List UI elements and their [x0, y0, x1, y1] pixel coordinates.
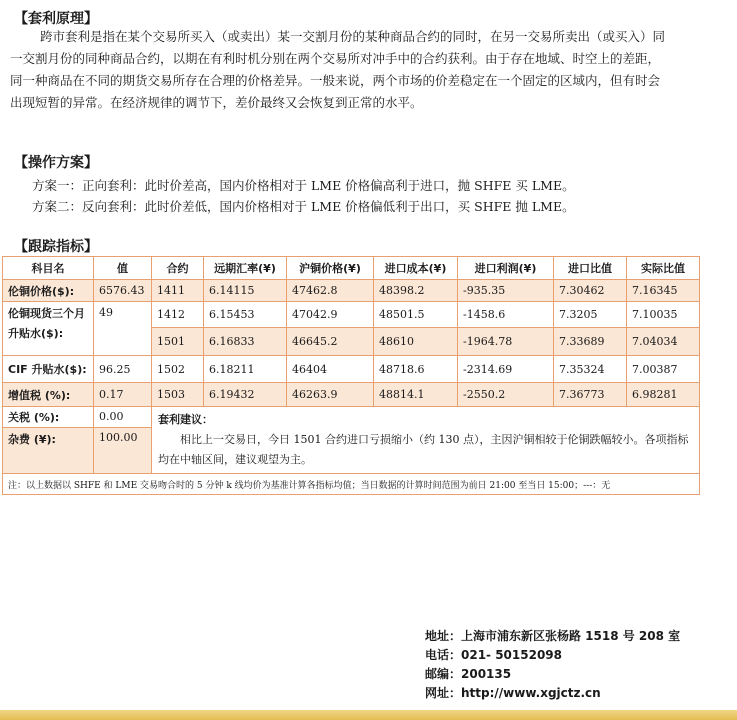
advice-text: 相比上一交易日，今日 1501 合约进口亏损缩小（约 130 点），主因沪铜相较于伦铜跌幅较小。各项指标均在中轴区间，建议观望为主。 [158, 433, 689, 466]
row-contract: 1501 [152, 328, 204, 356]
row-fx: 6.19432 [204, 383, 287, 407]
row-fx: 6.15453 [204, 302, 287, 328]
row-shfe-price: 46404 [287, 356, 374, 383]
row-import-cost: 48718.6 [374, 356, 458, 383]
row-import-profit: -1964.78 [458, 328, 554, 356]
contact-phone: 电话：021- 50152098 [425, 648, 563, 662]
misc-fee-label: 杂费 (¥): [3, 427, 94, 473]
row-import-ratio: 7.36773 [554, 383, 627, 407]
row-fx: 6.16833 [204, 328, 287, 356]
row-shfe-price: 46263.9 [287, 383, 374, 407]
arbitrage-principle-text: 跨市套利是指在某个交易所买入（或卖出）某一交割月份的某种商品合约的同时，在另一交易所卖出（或买入）同一交割月份的同种商品合约，以期在有利时机分别在两个交易所对冲手中的合约获利。由于存在地域、时空上的差距，同一种商品在不同的期货交易所存在合理的价格差异。一般来说，两个市场的价差稳定在一个固定的区域内，但有时会出现短暂的异常。在经济规律的调节下，差价最终又会恢复到正常的水平。 [10, 29, 666, 110]
row-contract: 1412 [152, 302, 204, 328]
row-label: 增值税 (%): [3, 383, 94, 407]
row-actual-ratio: 7.10035 [627, 302, 700, 328]
row-actual-ratio: 7.00387 [627, 356, 700, 383]
header-cell: 进口比值 [554, 257, 627, 280]
table-header-row [3, 257, 700, 280]
misc-fee-value: 100.00 [94, 427, 152, 473]
row-contract: 1503 [152, 383, 204, 407]
row-shfe-price: 47042.9 [287, 302, 374, 328]
header-cell: 进口成本(¥) [374, 257, 458, 280]
row-import-profit: -935.35 [458, 280, 554, 302]
row-shfe-price: 47462.8 [287, 280, 374, 302]
table-row [3, 302, 700, 328]
section-title-operation-plan: 【操作方案】 [14, 155, 98, 171]
contact-website: 网址：http://www.xgjctz.cn [425, 686, 601, 700]
tracking-indicators-table [2, 256, 700, 495]
header-cell: 远期汇率(¥) [204, 257, 287, 280]
plan-one-text: 方案一：正向套利：此时价差高，国内价格相对于 LME 价格偏高利于进口，抛 SHFE 买 LME。 [32, 178, 575, 193]
row-import-cost: 48398.2 [374, 280, 458, 302]
arbitrage-advice [152, 407, 700, 474]
header-cell: 值 [94, 257, 152, 280]
table-row [3, 383, 700, 407]
row-value: 96.25 [94, 356, 152, 383]
row-contract: 1411 [152, 280, 204, 302]
row-import-cost: 48501.5 [374, 302, 458, 328]
row-import-profit: -1458.6 [458, 302, 554, 328]
row-actual-ratio: 7.04034 [627, 328, 700, 356]
plan-two-text: 方案二：反向套利：此时价差低，国内价格相对于 LME 价格偏低利于出口，买 SHFE 抛 LME。 [32, 199, 575, 214]
table-note-row [3, 474, 700, 495]
section-title-arbitrage-principle: 【套利原理】 [14, 11, 98, 27]
row-value: 6576.43 [94, 280, 152, 302]
row-import-ratio: 7.3205 [554, 302, 627, 328]
contact-postcode: 邮编：200135 [425, 667, 512, 681]
table-row [3, 280, 700, 302]
row-import-profit: -2550.2 [458, 383, 554, 407]
tariff-value: 0.00 [94, 407, 152, 428]
tariff-label: 关税 (%): [3, 407, 94, 428]
row-import-ratio: 7.30462 [554, 280, 627, 302]
footer-decorative-bar [0, 710, 737, 720]
row-label: CIF 升贴水($): [3, 356, 94, 383]
row-label: 伦铜价格($): [3, 280, 94, 302]
row-actual-ratio: 6.98281 [627, 383, 700, 407]
header-cell: 进口利润(¥) [458, 257, 554, 280]
row-fx: 6.18211 [204, 356, 287, 383]
row-import-cost: 48610 [374, 328, 458, 356]
header-cell: 合约 [152, 257, 204, 280]
header-cell: 实际比值 [627, 257, 700, 280]
header-cell: 科目名 [3, 257, 94, 280]
table-row [3, 407, 700, 428]
contact-address: 地址：上海市浦东新区张杨路 1518 号 208 室 [425, 629, 681, 643]
row-value: 49 [94, 302, 152, 356]
row-import-cost: 48814.1 [374, 383, 458, 407]
table-footnote: 注：以上数据以 SHFE 和 LME 交易吻合时的 5 分钟 k 线均价为基准计算各指标均值；当日数据的计算时间范围为前日 21:00 至当日 15:00；---：无 [3, 474, 700, 495]
row-import-ratio: 7.33689 [554, 328, 627, 356]
row-shfe-price: 46645.2 [287, 328, 374, 356]
row-contract: 1502 [152, 356, 204, 383]
table-row [3, 356, 700, 383]
row-import-profit: -2314.69 [458, 356, 554, 383]
row-fx: 6.14115 [204, 280, 287, 302]
section-title-tracking-indicators: 【跟踪指标】 [14, 239, 98, 255]
advice-title: 套利建议： [158, 413, 213, 426]
row-value: 0.17 [94, 383, 152, 407]
row-import-ratio: 7.35324 [554, 356, 627, 383]
header-cell: 沪铜价格(¥) [287, 257, 374, 280]
row-label: 伦铜现货三个月升贴水($): [3, 302, 94, 356]
row-actual-ratio: 7.16345 [627, 280, 700, 302]
